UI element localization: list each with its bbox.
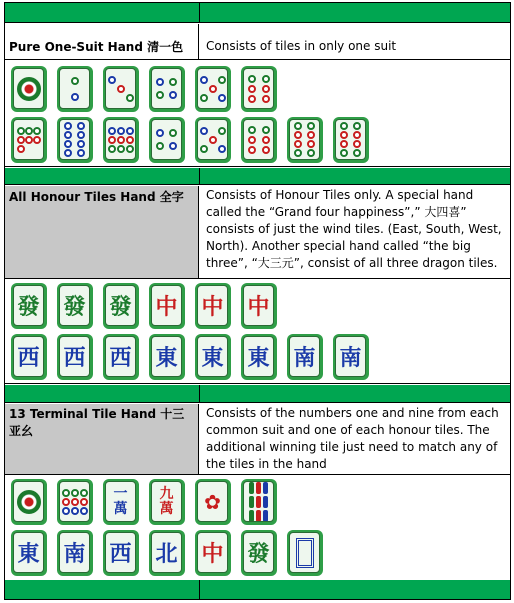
tile-wind-south: 南 <box>287 334 323 380</box>
tile-wind-south: 南 <box>333 334 369 380</box>
tile-wind-north: 北 <box>149 530 185 576</box>
tile-circle-4 <box>149 66 185 112</box>
tile-circle-4b <box>149 117 185 163</box>
tile-circle-9 <box>103 117 139 163</box>
green-band-3 <box>5 385 510 403</box>
white-dragon-frame-icon <box>296 538 314 568</box>
tile-dragon-red: 中 <box>149 283 185 329</box>
tile-circle-8 <box>57 117 93 163</box>
tile-circle-3 <box>103 66 139 112</box>
circle-one-icon <box>17 77 41 101</box>
tile-wind-west: 西 <box>11 334 47 380</box>
tile-circle-1 <box>11 66 47 112</box>
tile-dragon-green: 發 <box>11 283 47 329</box>
tile-dragon-green: 發 <box>57 283 93 329</box>
tile-circle-5 <box>195 66 231 112</box>
bird-flower-icon: ✿ <box>204 489 221 514</box>
tile-dragon-red: 中 <box>195 530 231 576</box>
tile-wind-east: 東 <box>195 334 231 380</box>
pure-one-suit-header <box>5 24 510 60</box>
tile-wind-east: 東 <box>241 334 277 380</box>
table-grid <box>4 2 511 600</box>
circle-one-icon <box>17 490 41 514</box>
tile-circle-8c <box>333 117 369 163</box>
tile-wind-east: 東 <box>149 334 185 380</box>
thirteen-terminal-title: 13 Terminal Tile Hand 十三亚幺 <box>5 404 199 474</box>
tile-wind-west: 西 <box>57 334 93 380</box>
tile-dragon-red: 中 <box>241 283 277 329</box>
all-honour-tiles <box>5 280 510 384</box>
green-band-top <box>5 3 510 23</box>
all-honour-header <box>5 186 510 279</box>
tile-dragon-green: 發 <box>241 530 277 576</box>
pure-one-suit-title: Pure One-Suit Hand 清一色 <box>5 24 199 59</box>
green-band-bottom <box>5 580 510 599</box>
thirteen-terminal-tiles <box>5 476 510 579</box>
tile-character-1: 一 萬 <box>103 479 139 525</box>
tile-wind-west: 西 <box>103 334 139 380</box>
tile-character-9: 九 萬 <box>149 479 185 525</box>
tile-bamboo-1 <box>195 479 231 525</box>
tile-dragon-red: 中 <box>195 283 231 329</box>
tile-wind-west: 西 <box>103 530 139 576</box>
tile-bamboo-9 <box>241 479 277 525</box>
thirteen-terminal-description: Consists of the numbers one and nine from each common suit and one of each honour tiles. The additional winning tile just need to match any of the tiles in the hand <box>206 406 499 471</box>
tile-circle-2 <box>57 66 93 112</box>
all-honour-title: All Honour Tiles Hand 全字 <box>5 186 199 278</box>
tile-wind-east: 東 <box>11 530 47 576</box>
tile-dragon-green: 發 <box>103 283 139 329</box>
all-honour-description: Consists of Honour Tiles only. A special hand called the “Grand four happiness”,” 大四喜” consists of just the wind tiles. (East, South, West, North). Another special hand called “the big three”, “大三元”, consist of all three dragon tiles. <box>206 188 502 270</box>
tile-circle-9 <box>57 479 93 525</box>
pure-one-suit-tiles <box>5 61 510 167</box>
tile-wind-south: 南 <box>57 530 93 576</box>
tile-circle-5b <box>195 117 231 163</box>
tile-circle-6b <box>241 117 277 163</box>
tile-dragon-white <box>287 530 323 576</box>
pure-one-suit-description: Consists of tiles in only one suit <box>206 39 397 53</box>
thirteen-terminal-header <box>5 404 510 475</box>
tile-circle-7 <box>11 117 47 163</box>
tile-circle-6 <box>241 66 277 112</box>
green-band-2 <box>5 168 510 185</box>
tile-circle-8b <box>287 117 323 163</box>
tile-circle-1 <box>11 479 47 525</box>
